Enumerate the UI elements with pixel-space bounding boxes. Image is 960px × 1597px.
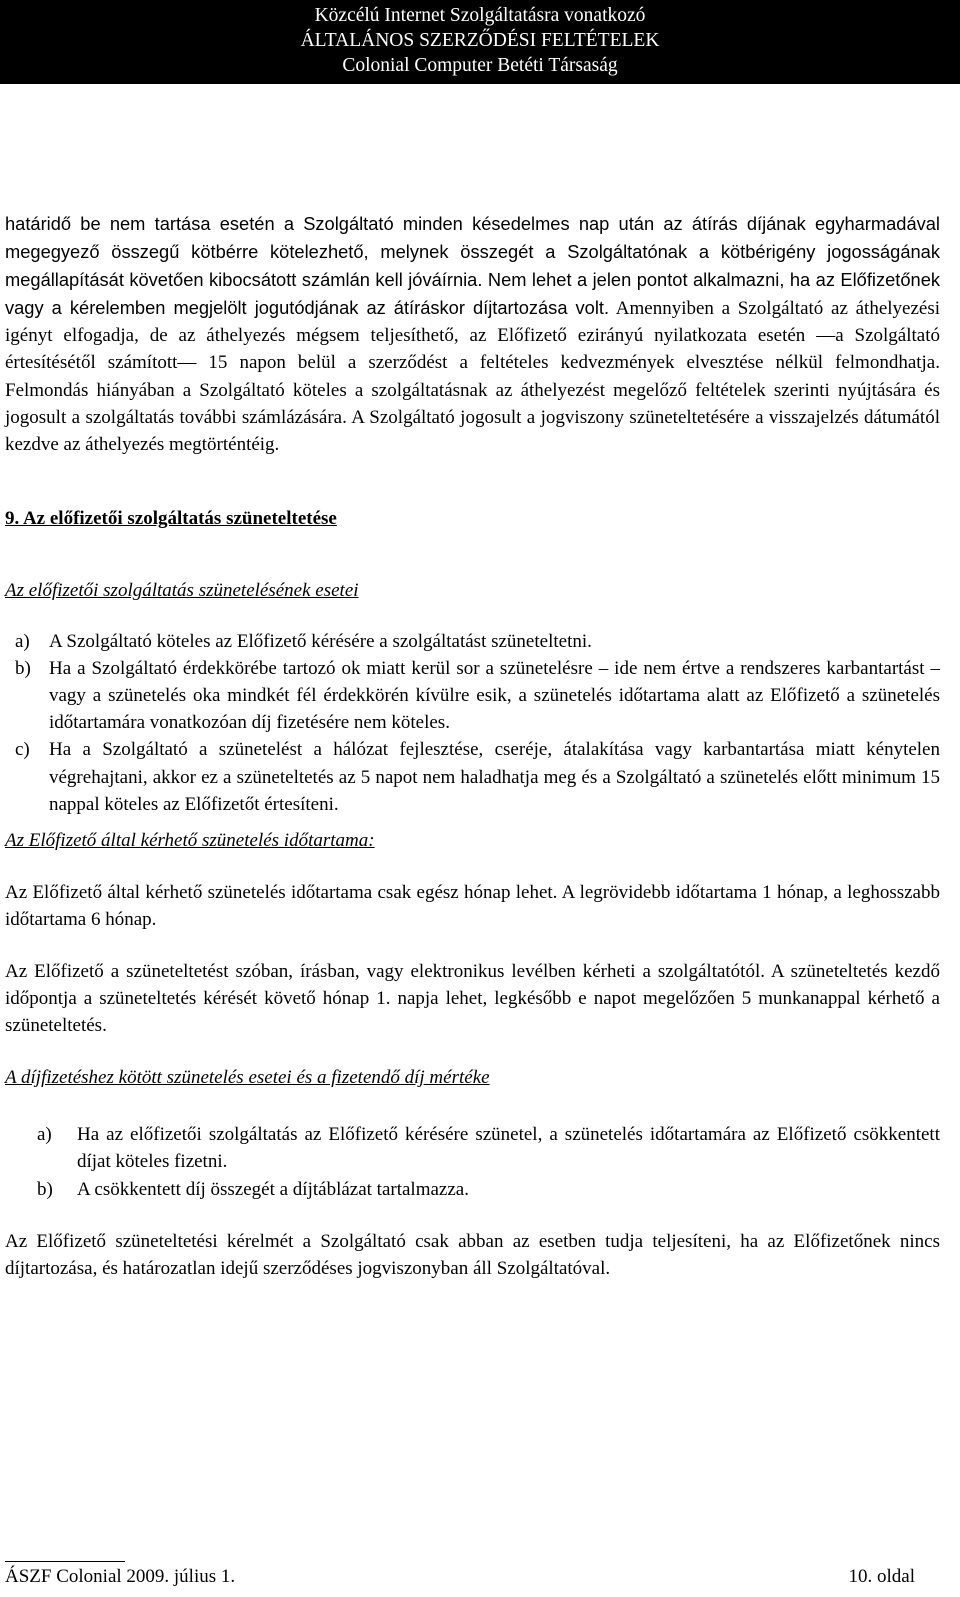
footer-page-number: 10. oldal [848,1566,915,1587]
intro-part-1: határidő be nem tartása esetén a Szolgáltató minden késedelmes nap után az átírás díjának egyharmadával megegyező összegű kötbérre kötelezhető, melynek összegét a Szolgáltatónak a kötbérigény jogosságának megállapítását követően kibocsátott számlán kell jóváírnia. Nem lehet a jelen pontot alkalmazni, ha az Előfizetőnek vagy a kérelemben megjelölt jogutódjának az átíráskor díjtartozása volt. [5,213,940,319]
footer-document-id: ÁSZF Colonial 2009. július 1. [5,1566,236,1587]
list-item-label: b) [37,1178,53,1200]
header-line-3: Colonial Computer Betéti Társaság [342,55,618,76]
list-item-text: Ha az előfizetői szolgáltatás az Előfizető kérésére szünetel, a szünetelés időtartamára az Előfizető csökkentett díjat köteles fizetni. [77,1124,940,1173]
page-header [0,0,960,84]
list-item-text: Ha a Szolgáltató a szünetelést a hálózat fejlesztése, cseréje, átalakítása vagy karbantartása miatt kénytelen végrehajtani, akkor ez a szüneteltetés az 5 napot nem haladhatja meg és a Szolgáltató a szünetelés előtt minimum 15 nappal köteles az Előfizetőt értesíteni. [49,739,940,815]
paragraph-duration: Az Előfizető által kérhető szünetelés időtartama csak egész hónap lehet. A legrövidebb időtartama 1 hónap, a leghosszabb időtartama 6 hónap. [5,881,940,930]
list-item-text: A csökkentett díj összegét a díjtáblázat tartalmazza. [77,1178,469,1200]
list-item-label: b) [15,658,31,680]
paragraph-condition: Az Előfizető szüneteltetési kérelmét a Szolgáltató csak abban az esetben tudja teljesíteni, ha az Előfizetőnek nincs díjtartozása, és határozatlan idejű szerződéses jogviszonyban áll Szolgáltatóval. [5,1230,940,1279]
subheading-cases: Az előfizetői szolgáltatás szünetelésének esetei [5,579,359,601]
list-item-label: a) [37,1124,52,1146]
subheading-fee-cases: A díjfizetéshez kötött szünetelés esetei és a fizetendő díj mértéke [5,1067,490,1089]
list-item [5,1121,940,1175]
list-item [5,628,940,655]
list-item-label: a) [15,631,30,653]
section-title: 9. Az előfizetői szolgáltatás szüneteltetése [5,507,337,529]
header-line-2: ÁLTALÁNOS SZERZŐDÉSI FELTÉTELEK [300,30,660,51]
header-line-1: Közcélú Internet Szolgáltatásra vonatkozó [314,5,646,26]
list-item [5,736,940,817]
fee-list [5,1121,940,1202]
document-body [5,210,940,1282]
cases-list [5,628,940,818]
paragraph-request: Az Előfizető a szüneteltetést szóban, írásban, vagy elektronikus levélben kérheti a szolgáltatótól. A szüneteltetés kezdő időpontja a szüneteltetés kérését követő hónap 1. napja lehet, legkésőbb e napot megelőzően 5 munkanappal kérhető a szüneteltetés. [5,960,940,1037]
list-item-label: c) [15,739,30,761]
subheading-duration: Az Előfizető által kérhető szünetelés időtartama: [5,829,375,851]
list-item-text: A Szolgáltató köteles az Előfizető kérésére a szolgáltatást szüneteltetni. [49,631,592,653]
intro-part-2: Amennyiben a Szolgáltató az áthelyezési igényt elfogadja, de az áthelyezés mégsem teljesíthető, az Előfizető ezirányú nyilatkozata esetén —a Szolgáltató értesítésétől számított— 15 napon belül a szerződést a feltételes kedvezmények elvesztése nélkül felmondhatja. Felmondás hiányában a Szolgáltató köteles a szolgáltatásnak az áthelyezést megelőző feltételek szerinti nyújtására és jogosult a szolgáltatás további számlázására. A Szolgáltató jogosult a jogviszony szüneteltetésére a visszajelzés dátumától kezdve az áthelyezés megtörténtéig. [5,298,941,455]
list-item-text: Ha a Szolgáltató érdekkörébe tartozó ok miatt kerül sor a szünetelésre – ide nem értve a rendszeres karbantartást – vagy a szünetelés oka mindkét fél érdekkörén kívülre esik, a szünetelés időtartama alatt az Előfizető a szünetelés időtartamára vonatkozóan díj fizetésére nem köteles. [49,658,940,734]
footer-rule [5,1561,125,1562]
intro-paragraph [5,210,940,458]
list-item [5,655,940,736]
list-item [5,1176,940,1203]
